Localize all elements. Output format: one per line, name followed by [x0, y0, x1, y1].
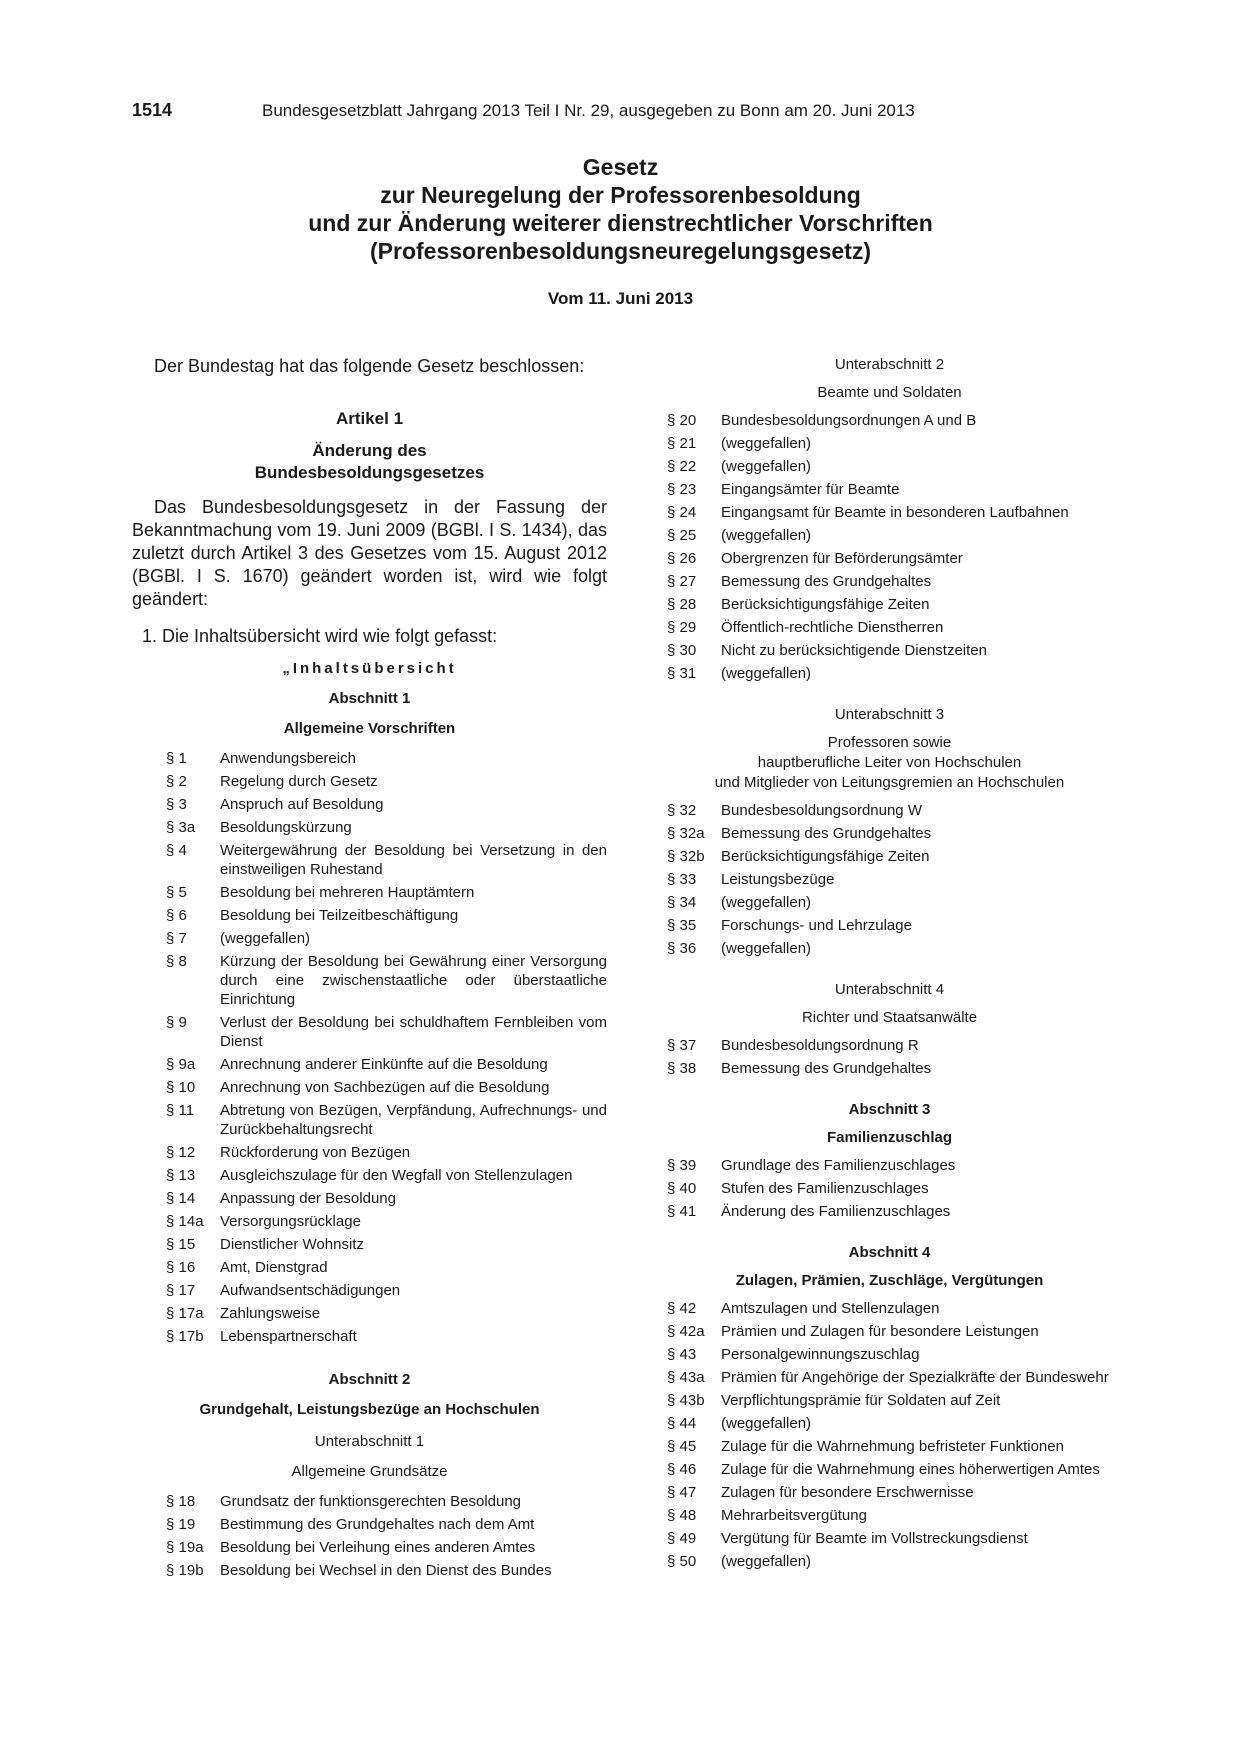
paragraph-number: § 35 — [667, 917, 697, 934]
toc-entry — [667, 434, 1112, 453]
paragraph-number: § 43b — [667, 1392, 705, 1409]
toc-entry — [667, 526, 1112, 545]
toc-entry — [667, 595, 1112, 614]
paragraph-title: (weggefallen) — [721, 894, 812, 911]
page-header — [132, 100, 992, 128]
paragraph-title: Verlust der Besoldung bei schuldhaftem Fernbleiben vom Dienst — [220, 1014, 607, 1050]
toc-entry — [667, 1036, 1112, 1055]
paragraph-title: Versorgungsrücklage — [220, 1213, 361, 1230]
toc-list — [667, 1036, 1112, 1078]
toc-entry — [667, 1156, 1112, 1175]
paragraph-title: Amtszulagen und Stellenzulagen — [721, 1300, 940, 1317]
paragraph-number: § 43 — [667, 1346, 697, 1363]
toc-entry — [667, 411, 1112, 430]
paragraph-number: § 27 — [667, 573, 697, 590]
toc-entry — [667, 870, 1112, 889]
paragraph-title: Grundlage des Familienzuschlages — [721, 1157, 956, 1174]
title-line: und zur Änderung weiterer dienstrechtlicher Vorschriften — [308, 210, 933, 236]
section-title: Grundgehalt, Leistungsbezüge an Hochschulen — [199, 1401, 540, 1418]
amendment-paragraph: Das Bundesbesoldungsgesetz in der Fassung der Bekanntmachung vom 19. Juni 2009 (BGBl. I S. 1434), das zuletzt durch Artikel 3 des Gesetzes vom 15. August 2012 (BGBl. I S. 1670) geändert worden ist, wird wie folgt geändert: — [132, 497, 607, 609]
section-heading: Abschnitt 2 — [328, 1371, 411, 1388]
toc-entry — [667, 618, 1112, 637]
toc-entry — [132, 1101, 607, 1139]
toc-list — [132, 1492, 607, 1580]
title-line: zur Neuregelung der Professorenbesoldung — [380, 182, 861, 208]
paragraph-number: § 47 — [667, 1484, 697, 1501]
toc-list — [667, 1156, 1112, 1221]
paragraph-title: Lebenspartnerschaft — [220, 1328, 357, 1345]
paragraph-title: Bestimmung des Grundgehaltes nach dem Amt — [220, 1516, 535, 1533]
paragraph-title: Besoldung bei Wechsel in den Dienst des Bundes — [220, 1562, 552, 1579]
subsection-title: Beamte und Soldaten — [817, 384, 962, 401]
paragraph-title: (weggefallen) — [721, 435, 812, 452]
toc-entry — [132, 1327, 607, 1346]
toc-entry — [667, 801, 1112, 820]
paragraph-title: Ausgleichszulage für den Wegfall von Stellenzulagen — [220, 1167, 573, 1184]
paragraph-number: § 12 — [166, 1144, 196, 1161]
section-title: Familienzuschlag — [826, 1129, 953, 1146]
paragraph-title: (weggefallen) — [721, 527, 812, 544]
toc-entry — [667, 664, 1112, 683]
paragraph-title: Personalgewinnungszuschlag — [721, 1346, 920, 1363]
paragraph-title: Aufwandsentschädigungen — [220, 1282, 401, 1299]
toc-entry — [132, 841, 607, 879]
paragraph-number: § 4 — [166, 842, 187, 859]
toc-entry — [132, 1212, 607, 1231]
toc-entry — [132, 1055, 607, 1074]
article-heading: Artikel 1 — [335, 409, 404, 428]
paragraph-number: § 18 — [166, 1493, 196, 1510]
toc-entry — [667, 641, 1112, 660]
paragraph-number: § 17a — [166, 1305, 204, 1322]
paragraph-title: Mehrarbeitsvergütung — [721, 1507, 867, 1524]
toc-entry — [132, 818, 607, 837]
section-heading: Abschnitt 1 — [328, 690, 411, 707]
toc-entry — [132, 1281, 607, 1300]
toc-entry — [667, 1345, 1112, 1364]
running-head: Bundesgesetzblatt Jahrgang 2013 Teil I Nr. 29, ausgegeben zu Bonn am 20. Juni 2013 — [262, 101, 915, 120]
paragraph-number: § 2 — [166, 773, 187, 790]
paragraph-title: Regelung durch Gesetz — [220, 773, 378, 790]
toc-entry — [667, 1414, 1112, 1433]
paragraph-title: Nicht zu berücksichtigende Dienstzeiten — [721, 642, 987, 659]
paragraph-number: § 43a — [667, 1369, 705, 1386]
paragraph-title: Berücksichtigungsfähige Zeiten — [721, 848, 930, 865]
paragraph-number: § 6 — [166, 907, 187, 924]
paragraph-number: § 9 — [166, 1014, 187, 1031]
toc-entry — [132, 1235, 607, 1254]
toc-entry — [132, 1258, 607, 1277]
left-column — [132, 355, 607, 1584]
paragraph-number: § 19b — [166, 1562, 204, 1579]
paragraph-number: § 5 — [166, 884, 187, 901]
toc-entry — [132, 1515, 607, 1534]
paragraph-number: § 40 — [667, 1180, 697, 1197]
toc-entry — [667, 480, 1112, 499]
paragraph-title: Amt, Dienstgrad — [220, 1259, 328, 1276]
paragraph-number: § 24 — [667, 504, 697, 521]
toc-entry — [667, 1506, 1112, 1525]
toc-list — [667, 411, 1112, 683]
paragraph-number: § 8 — [166, 953, 187, 970]
intro-paragraph: Der Bundestag hat das folgende Gesetz beschlossen: — [154, 356, 585, 376]
title-line: Gesetz — [582, 154, 659, 180]
toc-entry — [667, 1529, 1112, 1548]
paragraph-number: § 42a — [667, 1323, 705, 1340]
paragraph-title: Forschungs- und Lehrzulage — [721, 917, 912, 934]
paragraph-title: Leistungsbezüge — [721, 871, 835, 888]
law-title — [0, 153, 1241, 265]
paragraph-title: Eingangsämter für Beamte — [721, 481, 900, 498]
toc-entry — [667, 1552, 1112, 1571]
paragraph-number: § 13 — [166, 1167, 196, 1184]
paragraph-number: § 22 — [667, 458, 697, 475]
paragraph-title: (weggefallen) — [220, 930, 311, 947]
law-date: Vom 11. Juni 2013 — [547, 289, 694, 308]
paragraph-title: Berücksichtigungsfähige Zeiten — [721, 596, 930, 613]
paragraph-title: Öffentlich-rechtliche Dienstherren — [721, 619, 944, 636]
paragraph-number: § 7 — [166, 930, 187, 947]
page-number: 1514 — [132, 100, 173, 120]
paragraph-number: § 23 — [667, 481, 697, 498]
toc-entry — [667, 1179, 1112, 1198]
paragraph-number: § 14a — [166, 1213, 204, 1230]
paragraph-number: § 34 — [667, 894, 697, 911]
toc-heading: „Inhaltsübersicht — [282, 660, 457, 677]
paragraph-title: Obergrenzen für Beförderungsämter — [721, 550, 963, 567]
toc-entry — [132, 952, 607, 1009]
paragraph-title: Prämien für Angehörige der Spezialkräfte der Bundeswehr — [721, 1369, 1109, 1386]
toc-entry — [132, 929, 607, 948]
paragraph-number: § 14 — [166, 1190, 196, 1207]
paragraph-number: § 3 — [166, 796, 187, 813]
paragraph-number: § 20 — [667, 412, 697, 429]
paragraph-title: Bemessung des Grundgehaltes — [721, 573, 932, 590]
toc-entry — [667, 847, 1112, 866]
toc-entry — [132, 1166, 607, 1185]
toc-entry — [667, 1322, 1112, 1341]
toc-entry — [667, 893, 1112, 912]
title-line: (Professorenbesoldungsneuregelungsgesetz) — [370, 238, 871, 264]
paragraph-title: Zulagen für besondere Erschwernisse — [721, 1484, 974, 1501]
paragraph-number: § 50 — [667, 1553, 697, 1570]
paragraph-number: § 42 — [667, 1300, 697, 1317]
toc-entry — [132, 883, 607, 902]
paragraph-title: Zahlungsweise — [220, 1305, 321, 1322]
toc-entry — [667, 1299, 1112, 1318]
toc-entry — [667, 824, 1112, 843]
toc-entry — [132, 749, 607, 768]
article-title: Änderung des — [312, 441, 427, 460]
section-heading: Abschnitt 3 — [848, 1101, 931, 1118]
paragraph-title: Dienstlicher Wohnsitz — [220, 1236, 364, 1253]
toc-entry — [132, 1304, 607, 1323]
paragraph-title: Bundesbesoldungsordnung W — [721, 802, 922, 819]
paragraph-number: § 32 — [667, 802, 697, 819]
paragraph-title: Bemessung des Grundgehaltes — [721, 825, 932, 842]
section-heading: Abschnitt 4 — [848, 1244, 931, 1261]
toc-list — [667, 1299, 1112, 1571]
paragraph-title: Prämien und Zulagen für besondere Leistungen — [721, 1323, 1039, 1340]
paragraph-number: § 48 — [667, 1507, 697, 1524]
paragraph-number: § 45 — [667, 1438, 697, 1455]
toc-entry — [132, 1492, 607, 1511]
paragraph-title: Zulage für die Wahrnehmung befristeter Funktionen — [721, 1438, 1064, 1455]
subsection-title: Professoren sowie — [827, 734, 952, 751]
paragraph-title: Besoldung bei Teilzeitbeschäftigung — [220, 907, 459, 924]
paragraph-number: § 11 — [166, 1102, 195, 1119]
paragraph-title: Zulage für die Wahrnehmung eines höherwertigen Amtes — [721, 1461, 1100, 1478]
paragraph-title: Vergütung für Beamte im Vollstreckungsdienst — [721, 1530, 1028, 1547]
paragraph-number: § 41 — [667, 1203, 697, 1220]
toc-entry — [132, 1189, 607, 1208]
right-column — [667, 355, 1112, 1575]
paragraph-title: Besoldungskürzung — [220, 819, 352, 836]
subsection-heading: Unterabschnitt 3 — [834, 706, 945, 723]
subsection-heading: Unterabschnitt 1 — [314, 1433, 425, 1450]
paragraph-title: Kürzung der Besoldung bei Gewährung einer Versorgung durch eine zwischenstaatliche oder überstaatliche Einrichtung — [220, 953, 607, 1008]
paragraph-title: (weggefallen) — [721, 458, 812, 475]
amendment-item: 1. Die Inhaltsübersicht wird wie folgt gefasst: — [142, 626, 498, 646]
paragraph-number: § 19a — [166, 1539, 204, 1556]
paragraph-number: § 17b — [166, 1328, 204, 1345]
paragraph-title: Stufen des Familienzuschlages — [721, 1180, 929, 1197]
subsection-heading: Unterabschnitt 4 — [834, 981, 945, 998]
paragraph-number: § 31 — [667, 665, 697, 682]
paragraph-title: Anwendungsbereich — [220, 750, 356, 767]
paragraph-number: § 28 — [667, 596, 697, 613]
paragraph-number: § 10 — [166, 1079, 196, 1096]
toc-entry — [132, 1538, 607, 1557]
paragraph-title: Bundesbesoldungsordnungen A und B — [721, 412, 977, 429]
toc-entry — [667, 1460, 1112, 1479]
paragraph-number: § 32b — [667, 848, 705, 865]
toc-entry — [667, 503, 1112, 522]
subsection-heading: Unterabschnitt 2 — [834, 356, 945, 373]
toc-entry — [667, 1059, 1112, 1078]
article-title: Bundesbesoldungsgesetzes — [254, 463, 485, 482]
paragraph-number: § 3a — [166, 819, 196, 836]
toc-entry — [667, 916, 1112, 935]
paragraph-number: § 33 — [667, 871, 697, 888]
paragraph-title: Abtretung von Bezügen, Verpfändung, Aufrechnungs- und Zurückbehaltungsrecht — [220, 1102, 607, 1138]
toc-entry — [132, 1078, 607, 1097]
toc-entry — [132, 1561, 607, 1580]
toc-list — [132, 749, 607, 1346]
paragraph-number: § 36 — [667, 940, 697, 957]
toc-entry — [132, 1013, 607, 1051]
section-title: Allgemeine Vorschriften — [283, 720, 456, 737]
paragraph-number: § 19 — [166, 1516, 196, 1533]
paragraph-number: § 16 — [166, 1259, 196, 1276]
paragraph-title: Grundsatz der funktionsgerechten Besoldung — [220, 1493, 522, 1510]
paragraph-number: § 29 — [667, 619, 697, 636]
paragraph-number: § 25 — [667, 527, 697, 544]
paragraph-number: § 46 — [667, 1461, 697, 1478]
toc-entry — [132, 772, 607, 791]
paragraph-title: Weitergewährung der Besoldung bei Versetzung in den einstweiligen Ruhestand — [220, 842, 607, 878]
toc-entry — [667, 1483, 1112, 1502]
paragraph-title: (weggefallen) — [721, 1415, 812, 1432]
paragraph-title: Besoldung bei mehreren Hauptämtern — [220, 884, 475, 901]
paragraph-number: § 49 — [667, 1530, 697, 1547]
toc-list — [667, 801, 1112, 958]
paragraph-number: § 39 — [667, 1157, 697, 1174]
paragraph-number: § 1 — [166, 750, 187, 767]
subsection-title: Richter und Staatsanwälte — [801, 1009, 978, 1026]
paragraph-number: § 32a — [667, 825, 705, 842]
toc-entry — [667, 1202, 1112, 1221]
paragraph-title: Änderung des Familienzuschlages — [721, 1203, 951, 1220]
toc-entry — [667, 939, 1112, 958]
paragraph-number: § 21 — [667, 435, 697, 452]
paragraph-title: (weggefallen) — [721, 665, 812, 682]
paragraph-number: § 44 — [667, 1415, 697, 1432]
toc-entry — [667, 1391, 1112, 1410]
subsection-title: Allgemeine Grundsätze — [291, 1463, 448, 1480]
paragraph-title: Bemessung des Grundgehaltes — [721, 1060, 932, 1077]
paragraph-title: Anpassung der Besoldung — [220, 1190, 396, 1207]
paragraph-title: (weggefallen) — [721, 1553, 812, 1570]
paragraph-title: Verpflichtungsprämie für Soldaten auf Zeit — [721, 1392, 1001, 1409]
toc-entry — [132, 1143, 607, 1162]
toc-entry — [667, 1437, 1112, 1456]
paragraph-title: Anspruch auf Besoldung — [220, 796, 384, 813]
toc-entry — [667, 549, 1112, 568]
toc-entry — [667, 1368, 1112, 1387]
toc-entry — [132, 795, 607, 814]
paragraph-title: Anrechnung von Sachbezügen auf die Besoldung — [220, 1079, 550, 1096]
toc-entry — [667, 572, 1112, 591]
subsection-title: hauptberufliche Leiter von Hochschulen — [757, 754, 1022, 771]
paragraph-number: § 9a — [166, 1056, 196, 1073]
paragraph-number: § 26 — [667, 550, 697, 567]
paragraph-title: Bundesbesoldungsordnung R — [721, 1037, 919, 1054]
toc-entry — [667, 457, 1112, 476]
paragraph-title: Besoldung bei Verleihung eines anderen Amtes — [220, 1539, 536, 1556]
paragraph-number: § 17 — [166, 1282, 196, 1299]
subsection-title: und Mitglieder von Leitungsgremien an Hochschulen — [714, 774, 1065, 791]
paragraph-title: Anrechnung anderer Einkünfte auf die Besoldung — [220, 1056, 548, 1073]
section-title: Zulagen, Prämien, Zuschläge, Vergütungen — [735, 1272, 1044, 1289]
paragraph-number: § 30 — [667, 642, 697, 659]
toc-entry — [132, 906, 607, 925]
paragraph-number: § 15 — [166, 1236, 196, 1253]
paragraph-title: Eingangsamt für Beamte in besonderen Laufbahnen — [721, 504, 1069, 521]
paragraph-title: (weggefallen) — [721, 940, 812, 957]
paragraph-number: § 38 — [667, 1060, 697, 1077]
paragraph-number: § 37 — [667, 1037, 697, 1054]
paragraph-title: Rückforderung von Bezügen — [220, 1144, 411, 1161]
